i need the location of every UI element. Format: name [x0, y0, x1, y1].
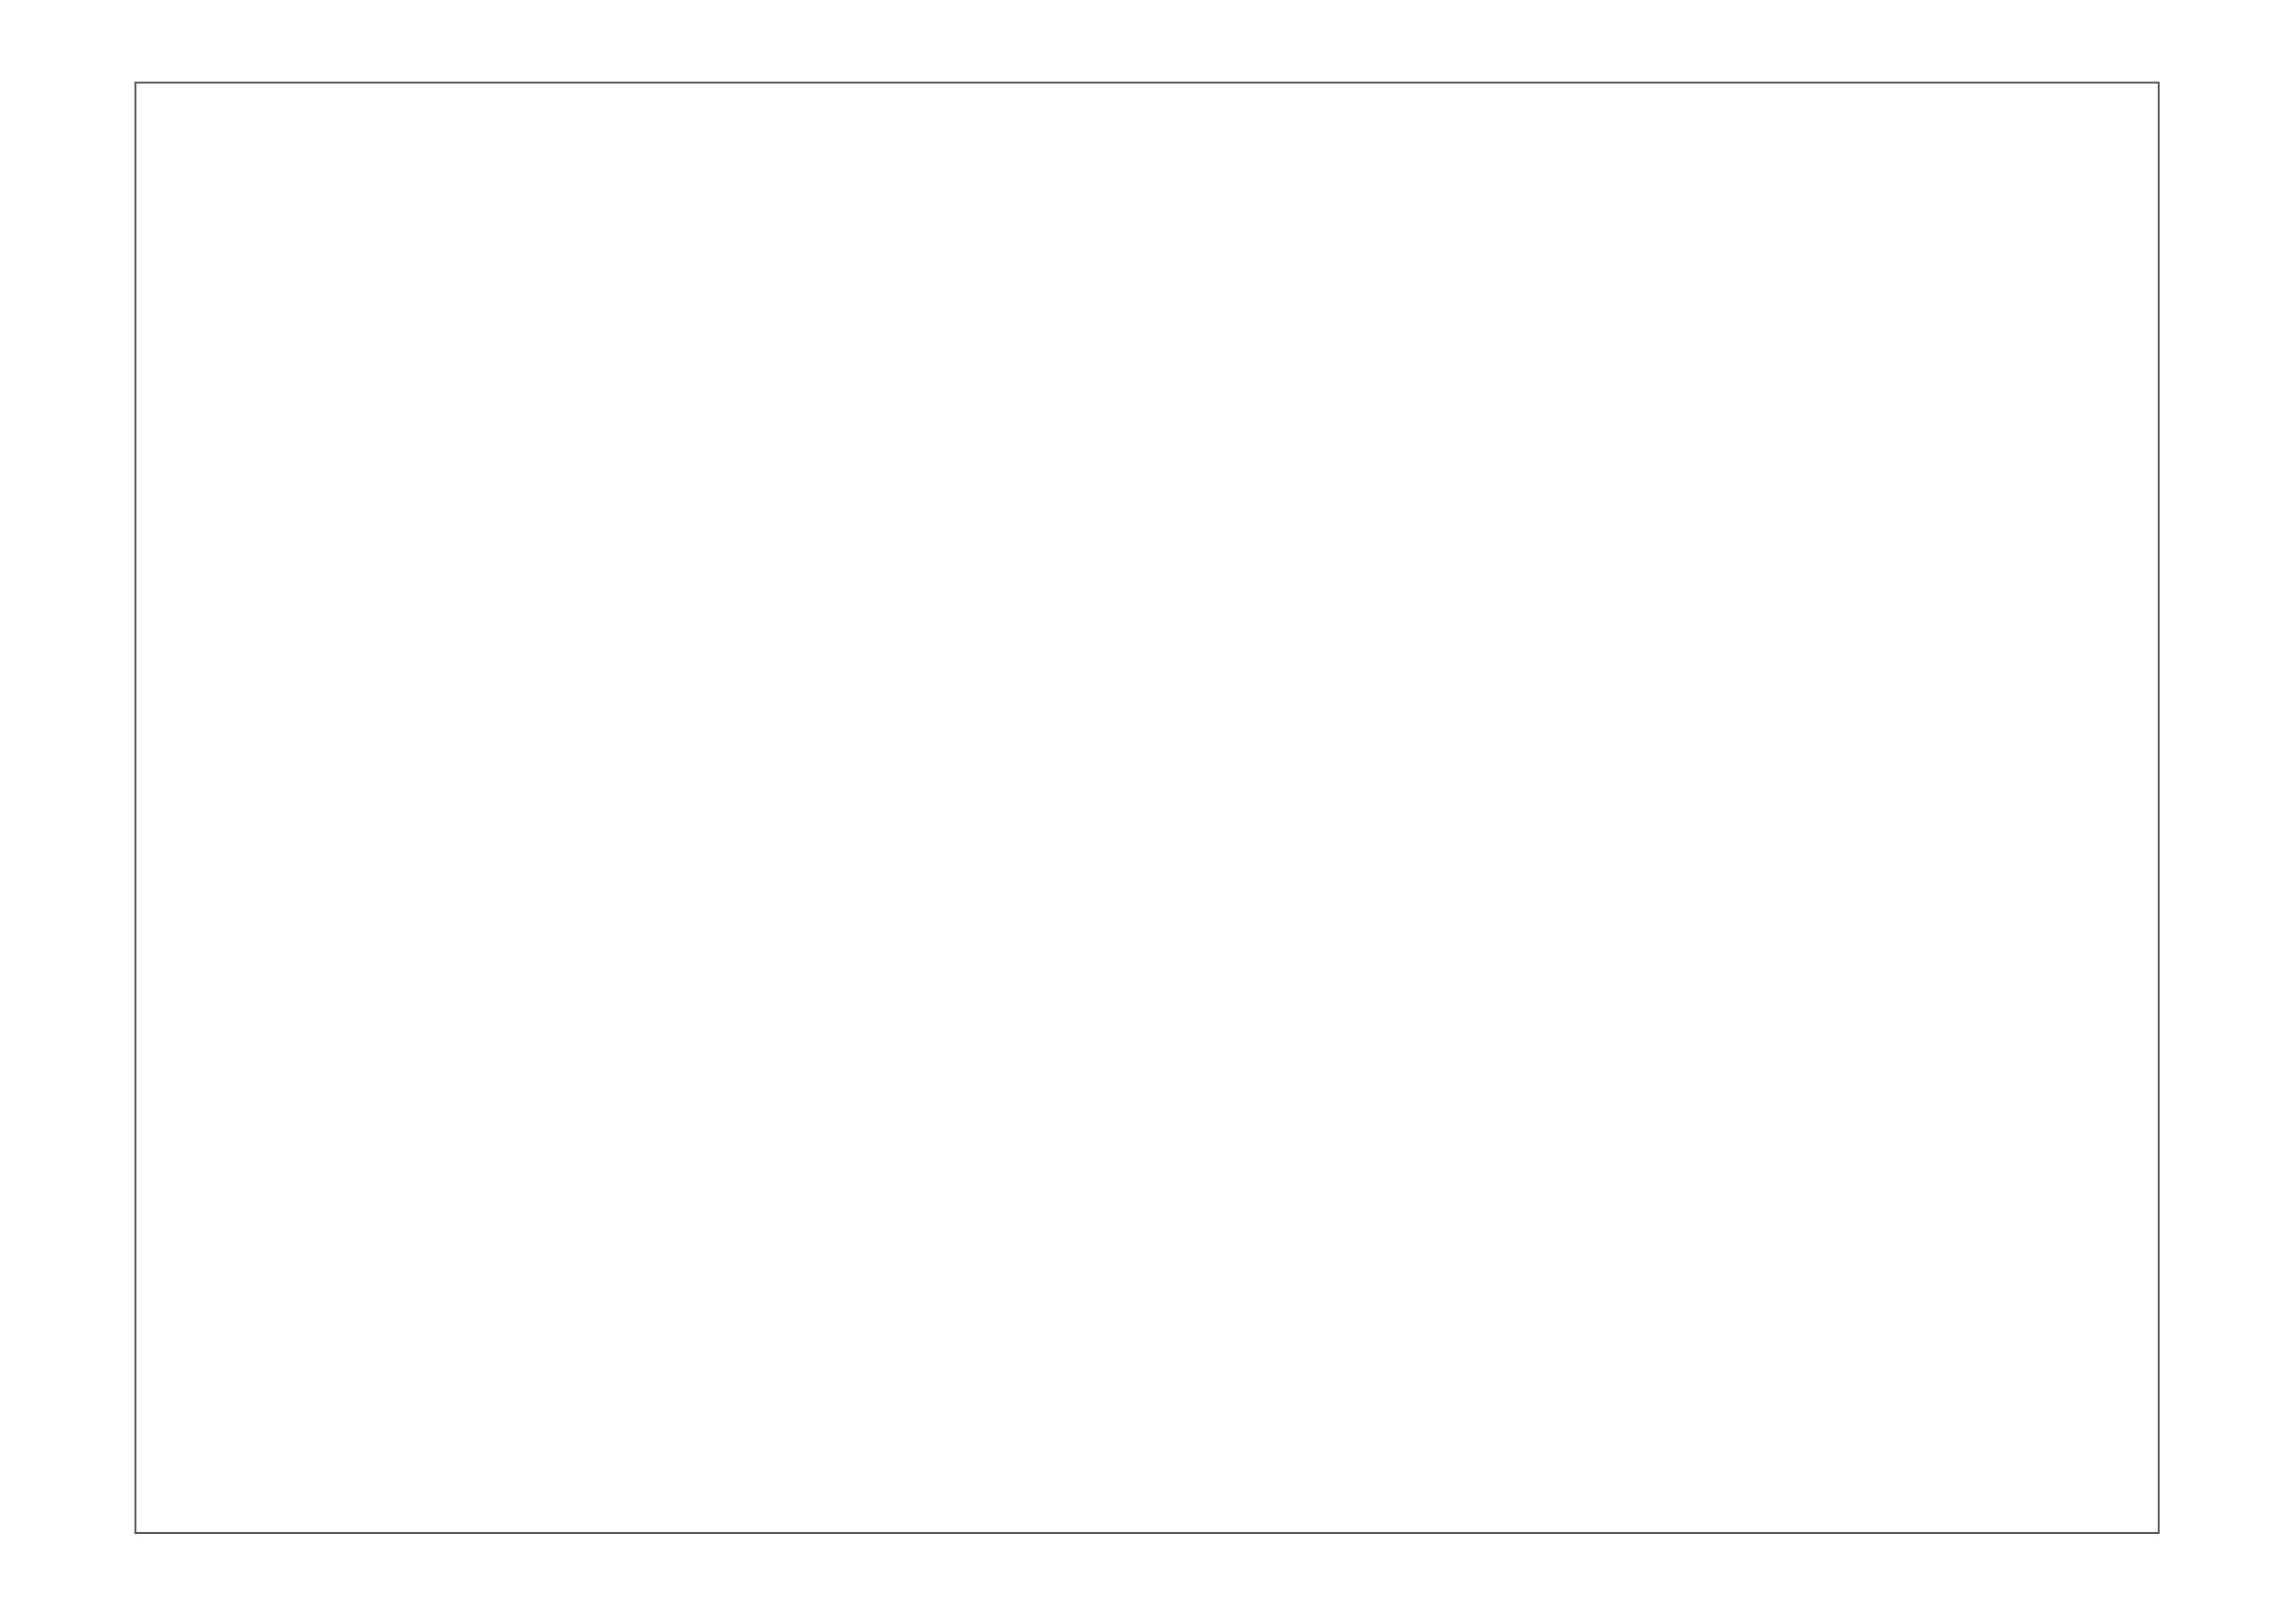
editable-notice-banner: [136, 91, 2158, 132]
page-number: [136, 1497, 2158, 1519]
right-column: [1229, 204, 2148, 1467]
page-frame: [135, 82, 2160, 1534]
left-column: [206, 204, 1124, 1467]
document-title: [206, 241, 1124, 293]
